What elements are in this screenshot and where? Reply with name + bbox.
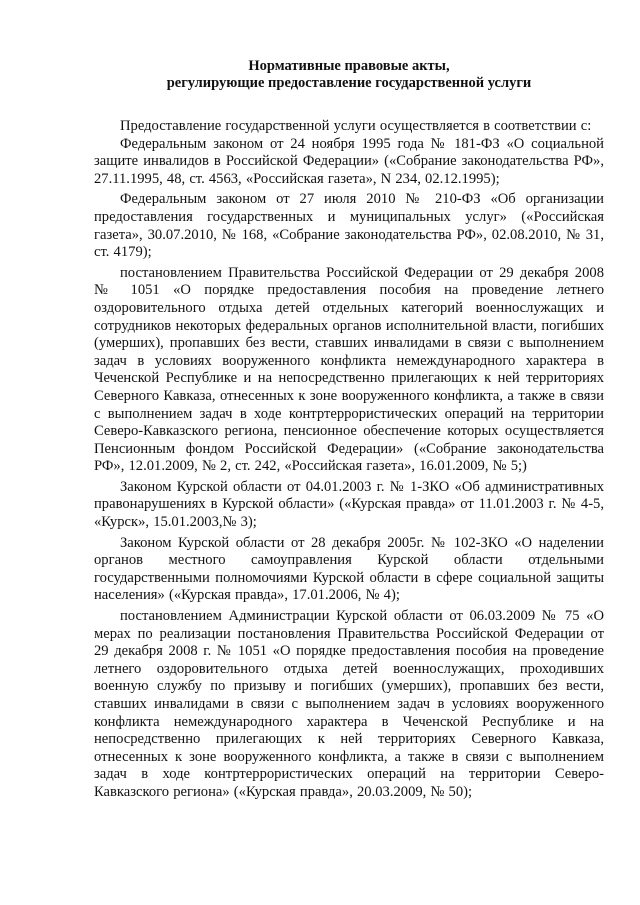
kursk-law-1-zko-paragraph: Законом Курской области от 04.01.2003 г. № 1-ЗКО «Об административных правонарушениях в Курской области» («Курская правда» от 11.01.2003 г. № 4-5, «Курск», 15.01.2003,№ 3); <box>94 478 604 531</box>
document-page <box>94 58 604 805</box>
title-line-2: регулирующие предоставление государственной услуги <box>166 75 532 91</box>
government-resolution-1051-paragraph: постановлением Правительства Российской Федерации от 29 декабря 2008 № 1051 «О порядке предоставления пособия на проведение летнего оздоровительного отдыха детей отдельных категорий военнослужащих и сотрудников некоторых федеральных органов исполнительной власти, погибших (умерших), пропавших без вести, ставших инвалидами в связи с выполнением задач в условиях вооруженного конфликта немеждународного характера в Чеченской Республике и на непосредственно прилегающих к ней территориях Северного Кавказа, отнесенных к зоне вооруженного конфликта, а также в связи с выполнением задач в ходе контртеррористических операций на территории Северо-Кавказского региона, пенсионное обеспечение которых осуществляется Пенсионным фондом Российской Федерации» («Собрание законодательства РФ», 12.01.2009, № 2, ст. 242, «Российская газета», 16.01.2009, № 5;) <box>94 264 604 475</box>
title-line-1: Нормативные правовые акты, <box>248 58 450 74</box>
intro-paragraph: Предоставление государственной услуги осуществляется в соответствии с: <box>120 118 592 134</box>
document-title <box>94 58 604 92</box>
kursk-law-102-zko-paragraph: Законом Курской области от 28 декабря 2005г. № 102-ЗКО «О наделении органов местного самоуправления Курской области отдельными государственными полномочиями Курской области в сфере социальной защиты населения» («Курская правда», 17.01.2006, № 4); <box>94 534 604 604</box>
federal-law-181-paragraph: Федеральным законом от 24 ноября 1995 года № 181-ФЗ «О социальной защите инвалидов в Российской Федерации» («Собрание законодательства РФ», 27.11.1995, 48, ст. 4563, «Российская газета», N 234, 02.12.1995); <box>94 135 604 187</box>
federal-law-210-paragraph: Федеральным законом от 27 июля 2010 № 210-ФЗ «Об организации предоставления государственных и муниципальных услуг» («Российская газета», 30.07.2010, № 168, «Собрание законодательства РФ», 02.08.2010, № 31, ст. 4179); <box>94 191 604 261</box>
kursk-resolution-75-paragraph: постановлением Администрации Курской области от 06.03.2009 № 75 «О мерах по реализации постановления Правительства Российской Федерации от 29 декабря 2008 г. № 1051 «О порядке предоставления пособия на проведение летнего оздоровительного отдыха детей военнослужащих, проходивших военную службу по призыву и погибших (умерших), пропавших без вести, ставших инвалидами в связи с выполнением задач в условиях вооруженного конфликта немеждународного характера в Чеченской Республике и на непосредственно прилегающих к ней территориях Северного Кавказа, отнесенных к зоне вооруженного конфликта, а также в связи с выполнением задач в ходе контртеррористических операций на территории Северо-Кавказского региона» («Курская правда», 20.03.2009, № 50); <box>94 608 604 800</box>
